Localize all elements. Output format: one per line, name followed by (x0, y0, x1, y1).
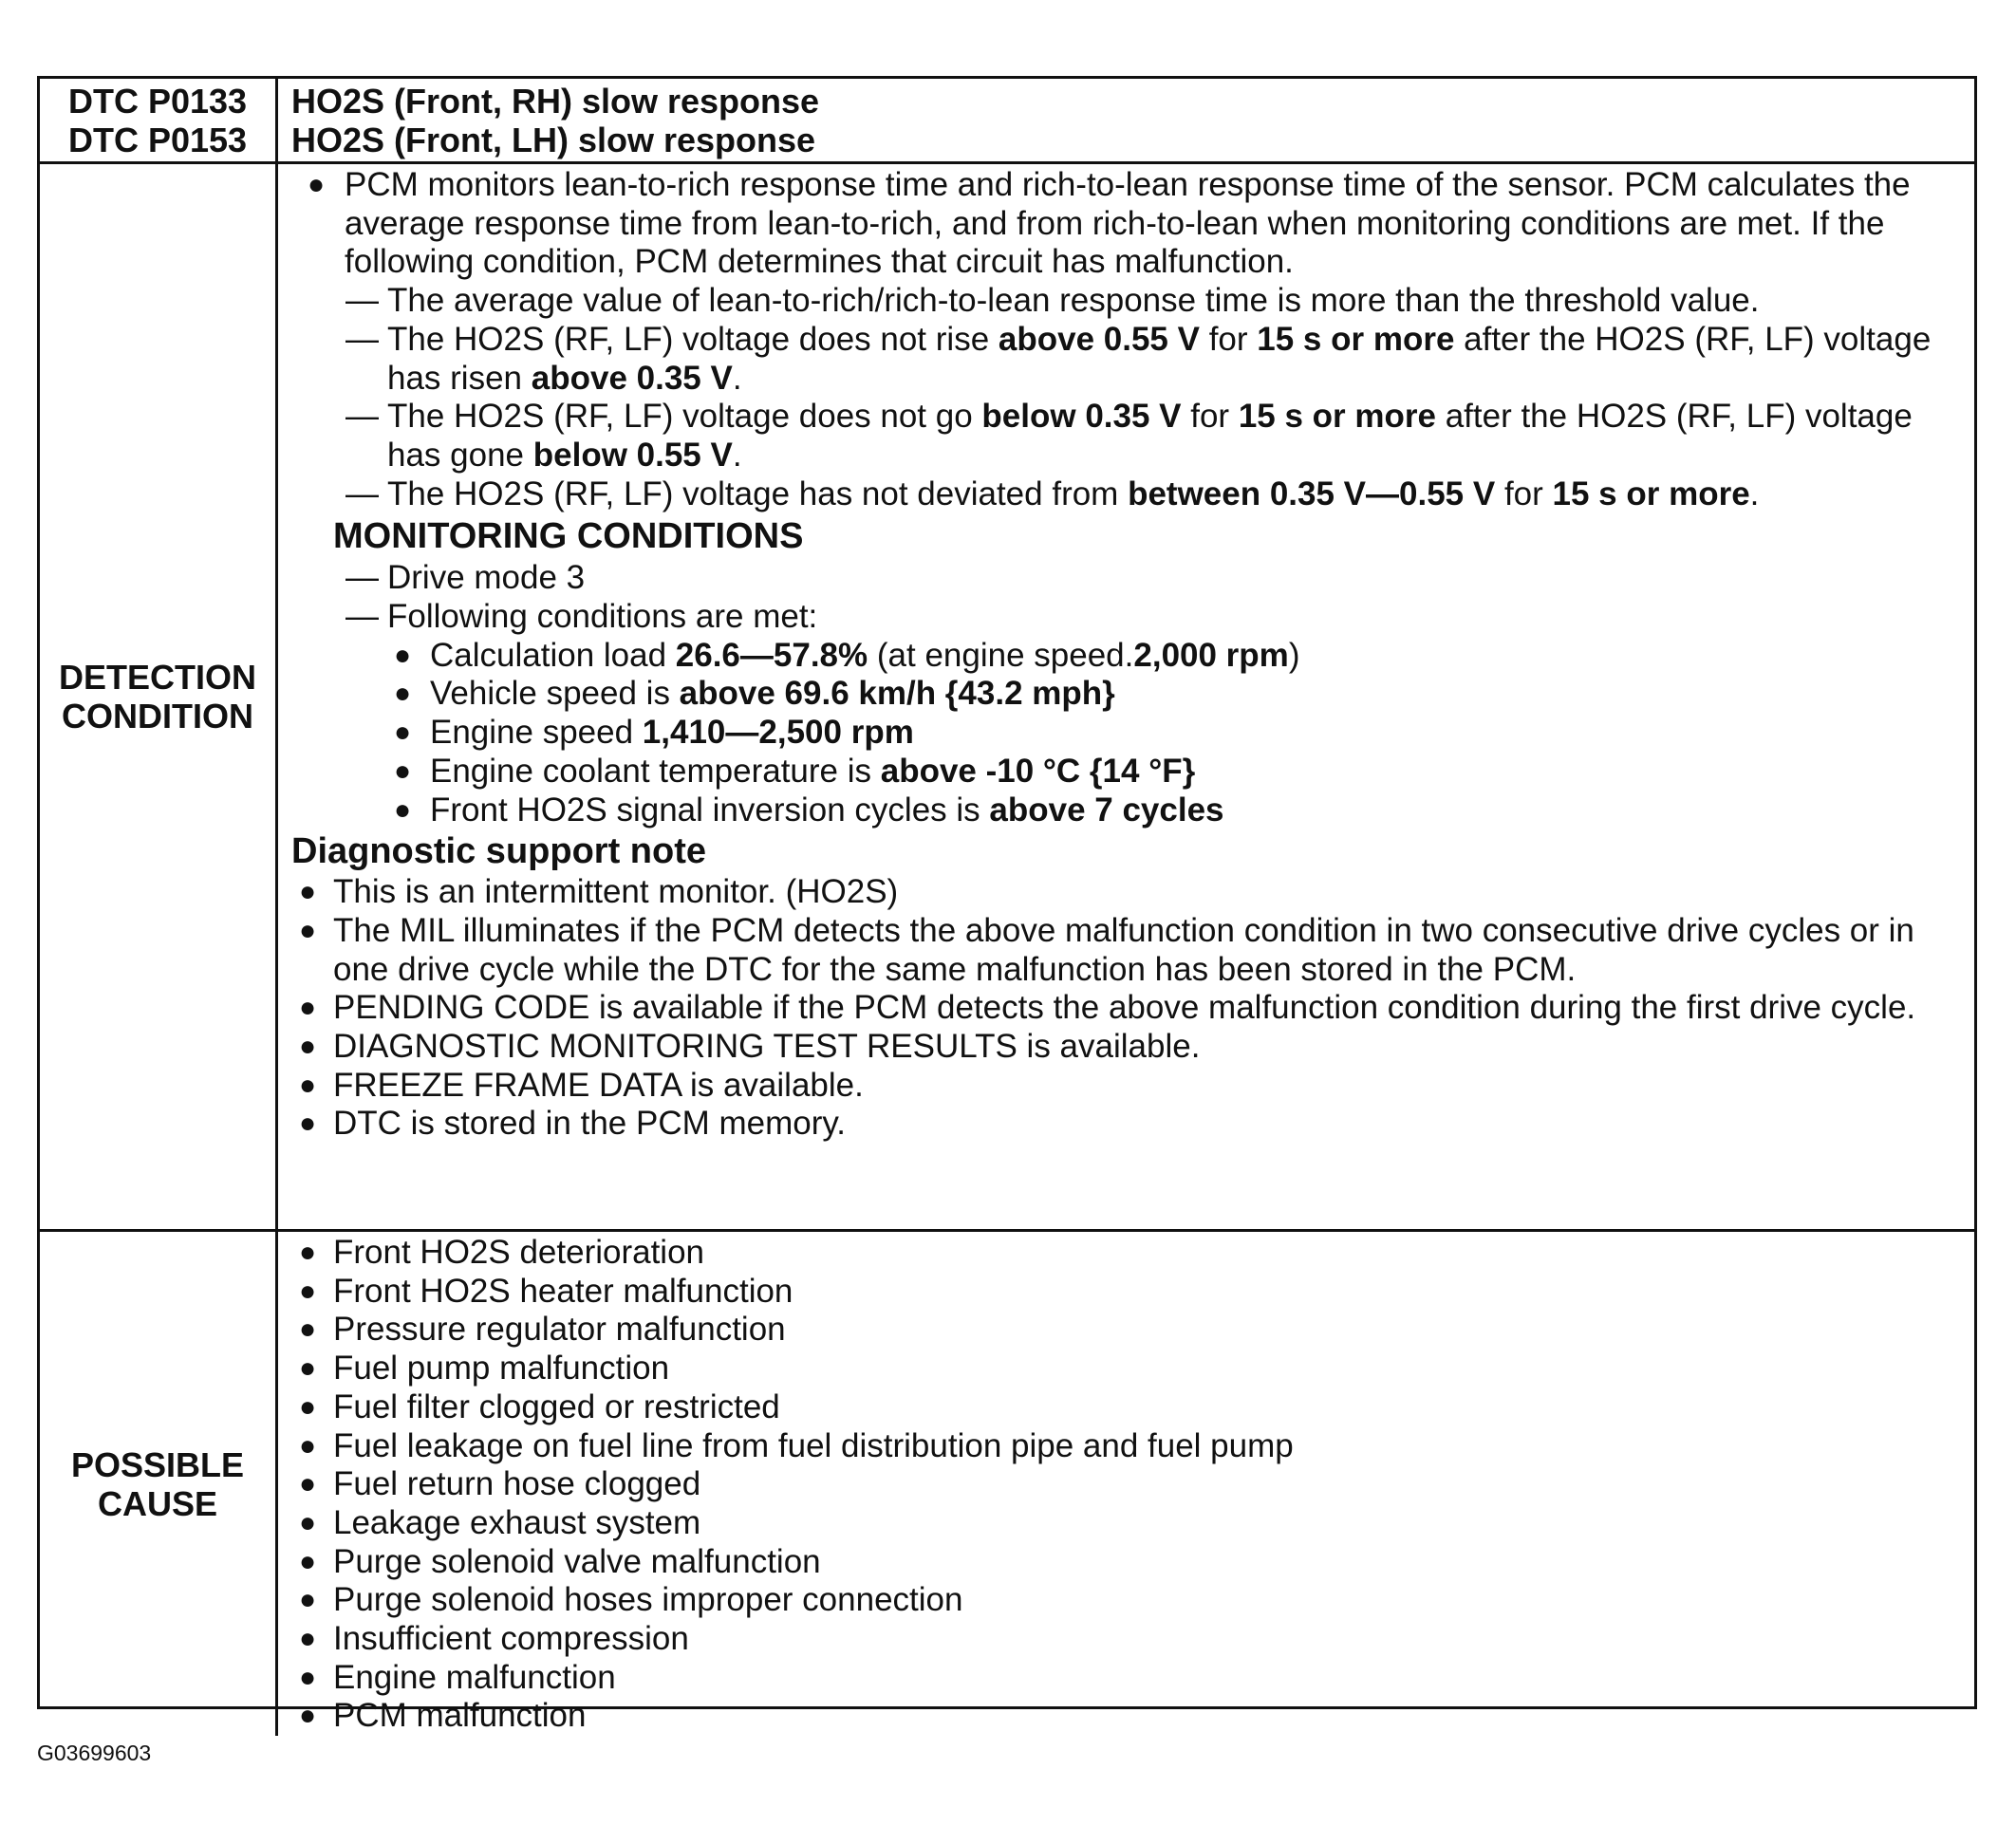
bullet-icon: ● (299, 1352, 317, 1385)
bullet-icon: ● (394, 639, 412, 671)
dash-icon: — (345, 598, 379, 636)
dtc-title-2: HO2S (Front, LH) slow response (291, 121, 816, 159)
possible-cause-label-line-2: CAUSE (97, 1483, 218, 1523)
bullet-icon: ● (394, 717, 412, 749)
bullet-icon: ● (299, 1623, 317, 1655)
support-note: ● The MIL illuminates if the PCM detects the above malfunction condition in two consecutive drive cycles or in one drive cycle while the DTC for the same malfunction has been stored in the PCM. (299, 911, 1914, 988)
monitoring-item-1: — Drive mode 3 (345, 559, 586, 597)
cause-item: ● Front HO2S heater malfunction (299, 1272, 793, 1310)
cause-item: ● Fuel return hose clogged (299, 1465, 701, 1503)
support-note: ● PENDING CODE is available if the PCM detects the above malfunction condition during the first drive cycle. (299, 989, 1916, 1027)
bullet-icon: ● (299, 1429, 317, 1462)
possible-cause-list (278, 1232, 1974, 1736)
bullet-icon: ● (394, 793, 412, 826)
possible-cause-label-line-1: POSSIBLE (70, 1444, 245, 1484)
detection-condition-4: — The HO2S (RF, LF) voltage has not deviated from between 0.35 V—0.55 V for 15 s or more. (345, 475, 1760, 512)
support-note: ● This is an intermittent monitor. (HO2S) (299, 873, 899, 911)
possible-cause-label (40, 1232, 278, 1736)
bullet-icon: ● (299, 1237, 317, 1268)
monitoring-subitem-3: ● Engine speed 1,410—2,500 rpm (394, 714, 914, 752)
bullet-icon: ● (299, 1390, 317, 1423)
bullet-icon: ● (394, 754, 412, 787)
detection-condition-2: — The HO2S (RF, LF) voltage does not rise above 0.55 V for 15 s or more after the HO2S (RF, LF) voltage has risen above 0.35 V. (345, 320, 1932, 397)
dtc-table (37, 76, 1977, 1735)
monitoring-subitem-1: ● Calculation load 26.6—57.8% (at engine speed.2,000 rpm) (394, 636, 1300, 674)
dash-icon: — (345, 282, 379, 320)
detection-content (278, 164, 1974, 1232)
bullet-icon: ● (394, 678, 412, 710)
bullet-icon: ● (299, 1545, 317, 1577)
bullet-icon: ● (299, 1313, 317, 1346)
monitoring-subitem-5: ● Front HO2S signal inversion cycles is above 7 cycles (394, 791, 1224, 829)
detection-intro: ● PCM monitors lean-to-rich response time and rich-to-lean response time of the sensor. PCM calculates the average response time from lean-to-rich, and from rich-to-lean when monitoring conditions are met. If the following condition, PCM determines that circuit has malfunction. (308, 166, 1911, 281)
cause-item: ● Purge solenoid valve malfunction (299, 1542, 821, 1580)
bullet-icon: ● (299, 1584, 317, 1616)
detection-condition-1: — The average value of lean-to-rich/rich-to-lean response time is more than the threshold value. (345, 282, 1760, 320)
bullet-icon: ● (308, 169, 326, 200)
detection-label-line-2: CONDITION (62, 697, 253, 736)
bullet-icon: ● (299, 1468, 317, 1500)
bullet-icon: ● (299, 876, 317, 908)
bullet-icon: ● (299, 1108, 317, 1140)
monitoring-conditions-heading: MONITORING CONDITIONS (333, 516, 804, 557)
dtc-code-2: DTC P0153 (67, 120, 248, 159)
dtc-code-1: DTC P0133 (67, 81, 248, 121)
bullet-icon: ● (299, 1700, 317, 1732)
dash-icon: — (345, 320, 379, 358)
cause-item: ● PCM malfunction (299, 1697, 587, 1735)
support-note: ● DTC is stored in the PCM memory. (299, 1105, 847, 1143)
cause-item: ● Front HO2S deterioration (299, 1234, 705, 1271)
monitoring-subitem-4: ● Engine coolant temperature is above -10 °C {14 °F} (394, 752, 1196, 790)
bullet-icon: ● (299, 1069, 317, 1101)
bullet-icon: ● (299, 1506, 317, 1538)
dash-icon: — (345, 559, 379, 597)
dash-icon: — (345, 398, 379, 436)
detection-condition-3: — The HO2S (RF, LF) voltage does not go below 0.35 V for 15 s or more after the HO2S (RF, LF) voltage has gone below 0.55 V. (345, 398, 1913, 474)
cause-item: ● Leakage exhaust system (299, 1503, 701, 1541)
detection-label-line-1: DETECTION (58, 658, 256, 697)
bullet-icon: ● (299, 1661, 317, 1693)
support-note: ● DIAGNOSTIC MONITORING TEST RESULTS is available. (299, 1028, 1201, 1066)
cause-item: ● Purge solenoid hoses improper connection (299, 1581, 963, 1619)
detection-label (40, 164, 278, 1232)
bullet-icon: ● (299, 1275, 317, 1307)
cause-item: ● Engine malfunction (299, 1658, 616, 1696)
cause-item: ● Pressure regulator malfunction (299, 1311, 786, 1349)
dash-icon: — (345, 475, 379, 512)
bullet-icon: ● (299, 992, 317, 1024)
dtc-code-cell (40, 79, 278, 164)
cause-item: ● Fuel filter clogged or restricted (299, 1387, 780, 1425)
bullet-icon: ● (299, 1031, 317, 1063)
diagnostic-support-note-heading: Diagnostic support note (291, 831, 706, 872)
cause-item: ● Insufficient compression (299, 1620, 689, 1658)
cause-item: ● Fuel leakage on fuel line from fuel distribution pipe and fuel pump (299, 1426, 1294, 1464)
support-note: ● FREEZE FRAME DATA is available. (299, 1066, 864, 1104)
monitoring-subitem-2: ● Vehicle speed is above 69.6 km/h {43.2 mph} (394, 675, 1115, 713)
dtc-title-1: HO2S (Front, RH) slow response (291, 82, 820, 121)
cause-item: ● Fuel pump malfunction (299, 1350, 670, 1387)
monitoring-item-2: — Following conditions are met: (345, 598, 818, 636)
dtc-title-cell (278, 79, 1974, 164)
figure-id: G03699603 (37, 1741, 152, 1765)
bullet-icon: ● (299, 914, 317, 946)
